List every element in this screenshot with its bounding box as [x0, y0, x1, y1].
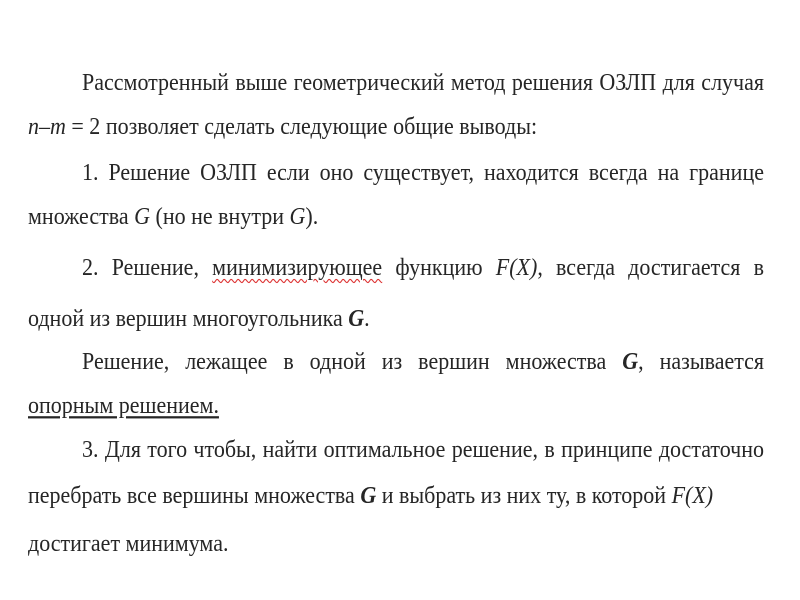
math-set-symbol: G: [134, 201, 151, 230]
text-run: ).: [305, 201, 319, 230]
paragraph-line: [28, 108, 764, 144]
math-equality: = 2: [65, 111, 101, 140]
text-run: , называется: [638, 346, 764, 375]
paragraph-line: [28, 387, 764, 423]
math-function: F(X): [671, 480, 714, 509]
paragraph-line: [28, 300, 764, 336]
paragraph-line: 3. Для того чтобы, найти оптимальное решение, в принципе достаточно: [82, 434, 764, 463]
math-function: F(X): [495, 252, 538, 281]
math-variable: n: [28, 111, 39, 140]
text-run: множества: [28, 201, 135, 230]
text-run: функцию: [382, 252, 496, 281]
paragraph-line: Рассмотренный выше геометрический метод решения ОЗЛП для случая: [82, 67, 764, 96]
text-run: .: [364, 303, 370, 332]
text-run: , всегда достигается в: [537, 252, 764, 281]
text-run: (но не внутри: [150, 201, 290, 230]
document-page: [28, 66, 764, 581]
math-variable: m: [50, 111, 66, 140]
text-run: и выбрать из них ту, в которой: [376, 480, 672, 509]
math-set-symbol: G: [360, 480, 377, 509]
math-set-symbol: G: [622, 346, 639, 375]
paragraph-line: [82, 343, 764, 379]
text-run: позволяет сделать следующие общие выводы:: [100, 111, 538, 140]
math-set-symbol: G: [348, 303, 365, 332]
paragraph-line: [82, 249, 764, 285]
text-run: Решение, лежащее в одной из вершин множества: [82, 346, 623, 375]
text-run: перебрать все вершины множества: [28, 480, 361, 509]
math-operator: –: [39, 111, 50, 140]
math-set-symbol: G: [289, 201, 306, 230]
paragraph-line: достигает минимума.: [28, 528, 229, 557]
text-run: одной из вершин многоугольника: [28, 303, 349, 332]
spellcheck-underlined-word: минимизирующее: [212, 252, 383, 281]
paragraph-line: 1. Решение ОЗЛП если оно существует, находится всегда на границе: [82, 157, 764, 186]
paragraph-line: [28, 198, 764, 234]
paragraph-line: [28, 477, 764, 513]
text-run: 2. Решение,: [82, 252, 213, 281]
defined-term: опорным решением.: [28, 390, 219, 419]
